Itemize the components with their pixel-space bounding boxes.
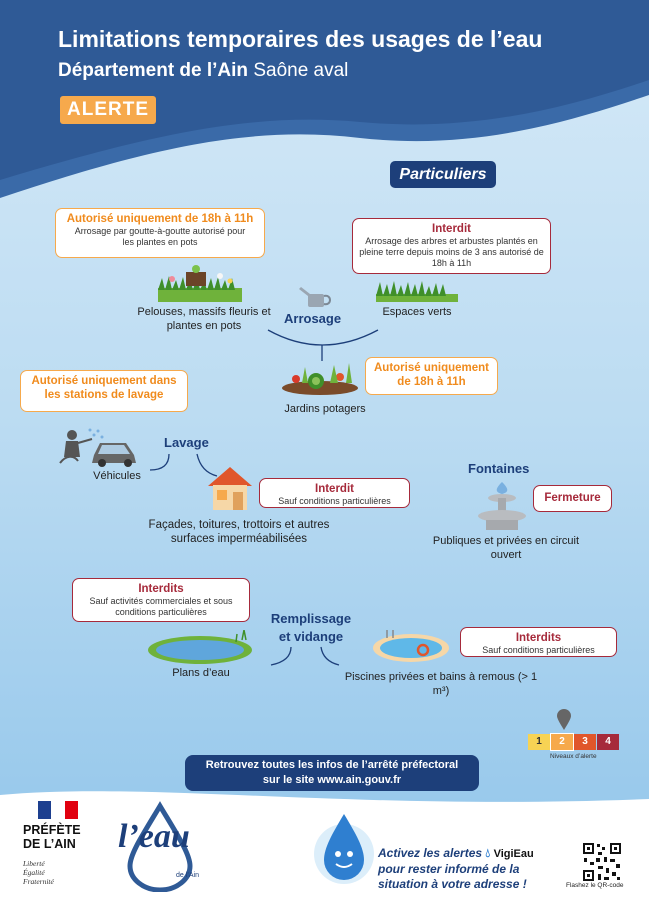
rule-title: Interdits: [138, 583, 184, 595]
qr-code-icon[interactable]: [582, 842, 622, 882]
rule-title: Autorisé uniquement de 18h à 11h: [373, 362, 489, 388]
rule-title: Autorisé uniquement dans les stations de lavage: [31, 375, 177, 401]
rule-detail: Arrosage par goutte-à-goutte autorisé pour les plantes en pots: [74, 226, 246, 247]
connector-curves: [265, 645, 345, 669]
label-piscines: Piscines privées et bains à remous (> 1 m³): [344, 671, 538, 697]
level-label: 1: [536, 736, 542, 747]
info-link[interactable]: sur le site www.ain.gouv.fr: [262, 774, 402, 786]
label-facades: Façades, toitures, trottoirs et autres surfaces imperméabilisées: [148, 519, 330, 545]
rule-detail: Sauf activités commerciales et sous conditions particulières: [89, 596, 233, 617]
page-subtitle: [58, 60, 348, 82]
car-wash-illustration: [56, 425, 140, 467]
rule-detail: Sauf conditions particulières: [482, 645, 595, 655]
level-label: 4: [605, 736, 611, 747]
rule-fontaines: [533, 485, 612, 512]
vigieau-line: pour rester informé de la: [378, 862, 520, 876]
page-title: Limitations temporaires des usages de l’eau: [58, 26, 543, 52]
vigieau-drop-icon: 💧︎: [485, 846, 491, 860]
category-arrosage: Arrosage: [284, 311, 342, 326]
pool-illustration: [371, 628, 451, 664]
rule-piscines: [460, 627, 617, 657]
rule-vehicules: [20, 370, 188, 412]
rule-title: Interdit: [432, 223, 471, 235]
fountain-illustration: [476, 478, 528, 532]
vigieau-message: [378, 846, 534, 892]
label-potagers: Jardins potagers: [284, 403, 366, 415]
vigieau-cta: Activez les alertes: [378, 846, 483, 860]
leau-subtitle: de l’Ain: [176, 872, 199, 879]
rule-potagers: [365, 357, 498, 395]
level-1: [528, 734, 550, 750]
rule-plans-eau: [72, 578, 250, 622]
label-vehicules: Véhicules: [93, 470, 141, 482]
flowers-illustration: [158, 262, 242, 302]
leau-wordmark: l’eau: [118, 818, 190, 855]
level-2: [551, 734, 573, 750]
rule-detail: Arrosage des arbres et arbustes plantés en pleine terre depuis moins de 3 ans autorisé de 18h à 11h: [359, 236, 544, 268]
rule-facades: [259, 478, 410, 508]
rule-title: Interdits: [515, 632, 562, 644]
qr-caption: Flashez le QR-code: [566, 882, 624, 889]
label-fontaines: Publiques et privées en circuit ouvert: [432, 535, 580, 561]
motto-line: Liberté: [23, 859, 45, 868]
location-pin-icon: [556, 708, 572, 732]
rule-pelouses: [55, 208, 265, 258]
vigieau-line: [378, 846, 534, 862]
prefecture-name: PRÉFÈTE DE L’AIN: [23, 823, 81, 851]
department-name: Département de l’Ain: [58, 60, 249, 81]
label-plans-eau: Plans d’eau: [172, 667, 230, 679]
level-4: [597, 734, 619, 750]
watering-can-icon: [298, 286, 334, 310]
grass-illustration: [376, 280, 458, 302]
levels-caption: Niveaux d’alerte: [550, 753, 597, 760]
category-lavage: Lavage: [164, 435, 209, 450]
prefecture-motto: [23, 859, 54, 886]
house-illustration: [206, 464, 254, 512]
category-remplissage: Remplissage et vidange: [270, 611, 352, 644]
vigieau-brand: VigiEau: [493, 848, 534, 860]
rule-title: Interdit: [315, 483, 354, 495]
section-badge: Particuliers: [390, 161, 496, 188]
alert-level-badge: ALERTE: [60, 96, 156, 124]
level-label: 3: [582, 736, 588, 747]
level-label: 2: [559, 736, 565, 747]
rule-title: Autorisé uniquement de 18h à 11h: [66, 213, 254, 225]
rule-title: Fermeture: [544, 492, 601, 504]
pond-illustration: [146, 630, 258, 666]
category-fontaines: Fontaines: [468, 461, 530, 476]
info-line-1: Retrouvez toutes les infos de l’arrêté préfectoral: [205, 759, 459, 771]
rule-espaces-verts: [352, 218, 551, 274]
level-3: [574, 734, 596, 750]
label-pelouses: Pelouses, massifs fleuris et plantes en pots: [137, 306, 271, 332]
info-box: [185, 755, 479, 791]
rule-detail: Sauf conditions particulières: [278, 496, 391, 506]
prefecture-logo: [18, 797, 98, 892]
vegetable-garden-illustration: [282, 355, 358, 395]
motto-line: Égalité: [23, 868, 45, 877]
label-espaces-verts: Espaces verts: [382, 306, 452, 318]
water-drop-mascot-icon: [310, 808, 376, 888]
basin-name: Saône aval: [248, 60, 349, 81]
marianne-flag-icon: [38, 801, 78, 819]
vigieau-line: situation à votre adresse !: [378, 877, 527, 891]
motto-line: Fraternité: [23, 877, 54, 886]
